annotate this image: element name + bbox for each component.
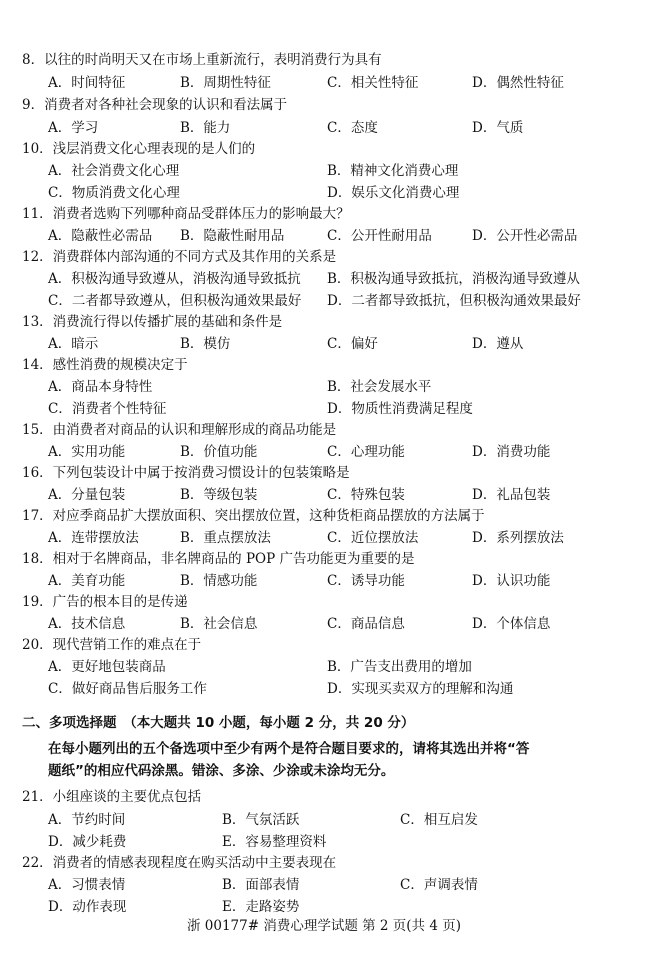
question-21-option-e: E．容易整理资料 [222,834,327,850]
question-12-option-c: C．二者都导致遵从，但积极沟通效果最好 [48,293,302,309]
question-20-stem: 20．现代营销工作的难点在于 [22,637,202,653]
question-17-option-c: C．近位摆放法 [327,530,419,546]
question-15-option-b: B．价值功能 [180,444,258,460]
question-9-option-c: C．态度 [327,120,378,136]
question-13-option-a: A．暗示 [48,336,99,352]
question-15-stem: 15．由消费者对商品的认识和理解形成的商品功能是 [22,422,337,438]
question-17-option-d: D．系列摆放法 [472,530,564,546]
question-20-option-c: C．做好商品售后服务工作 [48,681,207,697]
question-10-option-b: B．精神文化消费心理 [327,163,459,179]
question-11-option-c: C．公开性耐用品 [327,228,432,244]
question-13-option-b: B．模仿 [180,336,231,352]
question-11-stem: 11．消费者选购下列哪种商品受群体压力的影响最大？ [22,206,350,222]
question-14-stem: 14．感性消费的规模决定于 [22,357,188,373]
question-16-option-d: D．礼品包装 [472,487,551,503]
question-22-option-e: E．走路姿势 [222,899,300,915]
question-21-option-a: A．节约时间 [48,812,126,828]
question-8-option-b: B．周期性特征 [180,75,271,91]
section-2-instruction-line-1: 在每小题列出的五个备选项中至少有两个是符合题目要求的，请将其选出并将“答 [48,741,530,757]
question-9-option-b: B．能力 [180,120,231,136]
question-18-stem: 18．相对于名牌商品，非名牌商品的 POP 广告功能更为重要的是 [22,551,415,567]
question-15-option-c: C．心理功能 [327,444,405,460]
section-2-title: 二、多项选择题 （本大题共 10 小题，每小题 2 分，共 20 分） [22,715,415,731]
question-11-option-a: A．隐蔽性必需品 [48,228,153,244]
question-14-option-a: A．商品本身特性 [48,379,153,395]
question-18-option-a: A．美育功能 [48,573,126,589]
question-18-option-b: B．情感功能 [180,573,258,589]
question-21-option-c: C．相互启发 [400,812,478,828]
question-20-option-b: B．广告支出费用的增加 [327,659,472,675]
question-16-stem: 16．下列包装设计中属于按消费习惯设计的包装策略是 [22,465,350,481]
question-8-stem: 8．以往的时尚明天又在市场上重新流行，表明消费行为具有 [22,52,382,68]
question-10-option-d: D．娱乐文化消费心理 [327,185,460,201]
question-16-option-a: A．分量包装 [48,487,126,503]
question-19-option-d: D．个体信息 [472,616,551,632]
question-17-option-b: B．重点摆放法 [180,530,271,546]
question-18-option-d: D．认识功能 [472,573,551,589]
question-19-option-b: B．社会信息 [180,616,258,632]
question-14-option-b: B．社会发展水平 [327,379,432,395]
question-21-option-b: B．气氛活跃 [222,812,300,828]
question-14-option-c: C．消费者个性特征 [48,401,167,417]
question-13-stem: 13．消费流行得以传播扩展的基础和条件是 [22,314,283,330]
question-9-option-a: A．学习 [48,120,99,136]
question-12-option-b: B．积极沟通导致抵抗，消极沟通导致遵从 [327,271,580,287]
section-2-instruction-line-2: 题纸”的相应代码涂黑。错涂、多涂、少涂或未涂均无分。 [48,763,395,779]
question-8-option-a: A．时间特征 [48,75,126,91]
question-8-option-d: D．偶然性特征 [472,75,564,91]
question-19-option-a: A．技术信息 [48,616,126,632]
question-9-option-d: D．气质 [472,120,524,136]
question-10-option-c: C．物质消费文化心理 [48,185,180,201]
question-17-option-a: A．连带摆放法 [48,530,139,546]
question-22-stem: 22．消费者的情感表现程度在购买活动中主要表现在 [22,855,337,871]
question-16-option-c: C．特殊包装 [327,487,405,503]
question-12-stem: 12．消费群体内部沟通的不同方式及其作用的关系是 [22,249,337,265]
question-10-stem: 10．浅层消费文化心理表现的是人们的 [22,141,256,157]
question-11-option-d: D．公开性必需品 [472,228,578,244]
question-22-option-b: B．面部表情 [222,877,300,893]
question-14-option-d: D．物质性消费满足程度 [327,401,473,417]
question-12-option-a: A．积极沟通导致遵从，消极沟通导致抵抗 [48,271,301,287]
question-15-option-a: A．实用功能 [48,444,126,460]
question-20-option-a: A．更好地包装商品 [48,659,166,675]
question-8-option-c: C．相关性特征 [327,75,419,91]
question-22-option-d: D．动作表现 [48,899,127,915]
page-footer: 浙 00177# 消费心理学试题 第 2 页(共 4 页) [186,918,461,934]
question-11-option-b: B．隐蔽性耐用品 [180,228,285,244]
question-10-option-a: A．社会消费文化心理 [48,163,180,179]
question-17-stem: 17．对应季商品扩大摆放面积、突出摆放位置，这种货柜商品摆放的方法属于 [22,508,485,524]
question-12-option-d: D．二者都导致抵抗，但积极沟通效果最好 [327,293,581,309]
question-9-stem: 9．消费者对各种社会现象的认识和看法属于 [22,97,288,113]
question-13-option-c: C．偏好 [327,336,378,352]
question-16-option-b: B．等级包装 [180,487,258,503]
question-21-stem: 21．小组座谈的主要优点包括 [22,789,202,805]
question-19-option-c: C．商品信息 [327,616,405,632]
question-13-option-d: D．遵从 [472,336,524,352]
question-22-option-a: A．习惯表情 [48,877,126,893]
question-19-stem: 19．广告的根本目的是传递 [22,594,188,610]
question-21-option-d: D．减少耗费 [48,834,127,850]
question-20-option-d: D．实现买卖双方的理解和沟通 [327,681,514,697]
question-18-option-c: C．诱导功能 [327,573,405,589]
question-22-option-c: C．声调表情 [400,877,478,893]
question-15-option-d: D．消费功能 [472,444,551,460]
